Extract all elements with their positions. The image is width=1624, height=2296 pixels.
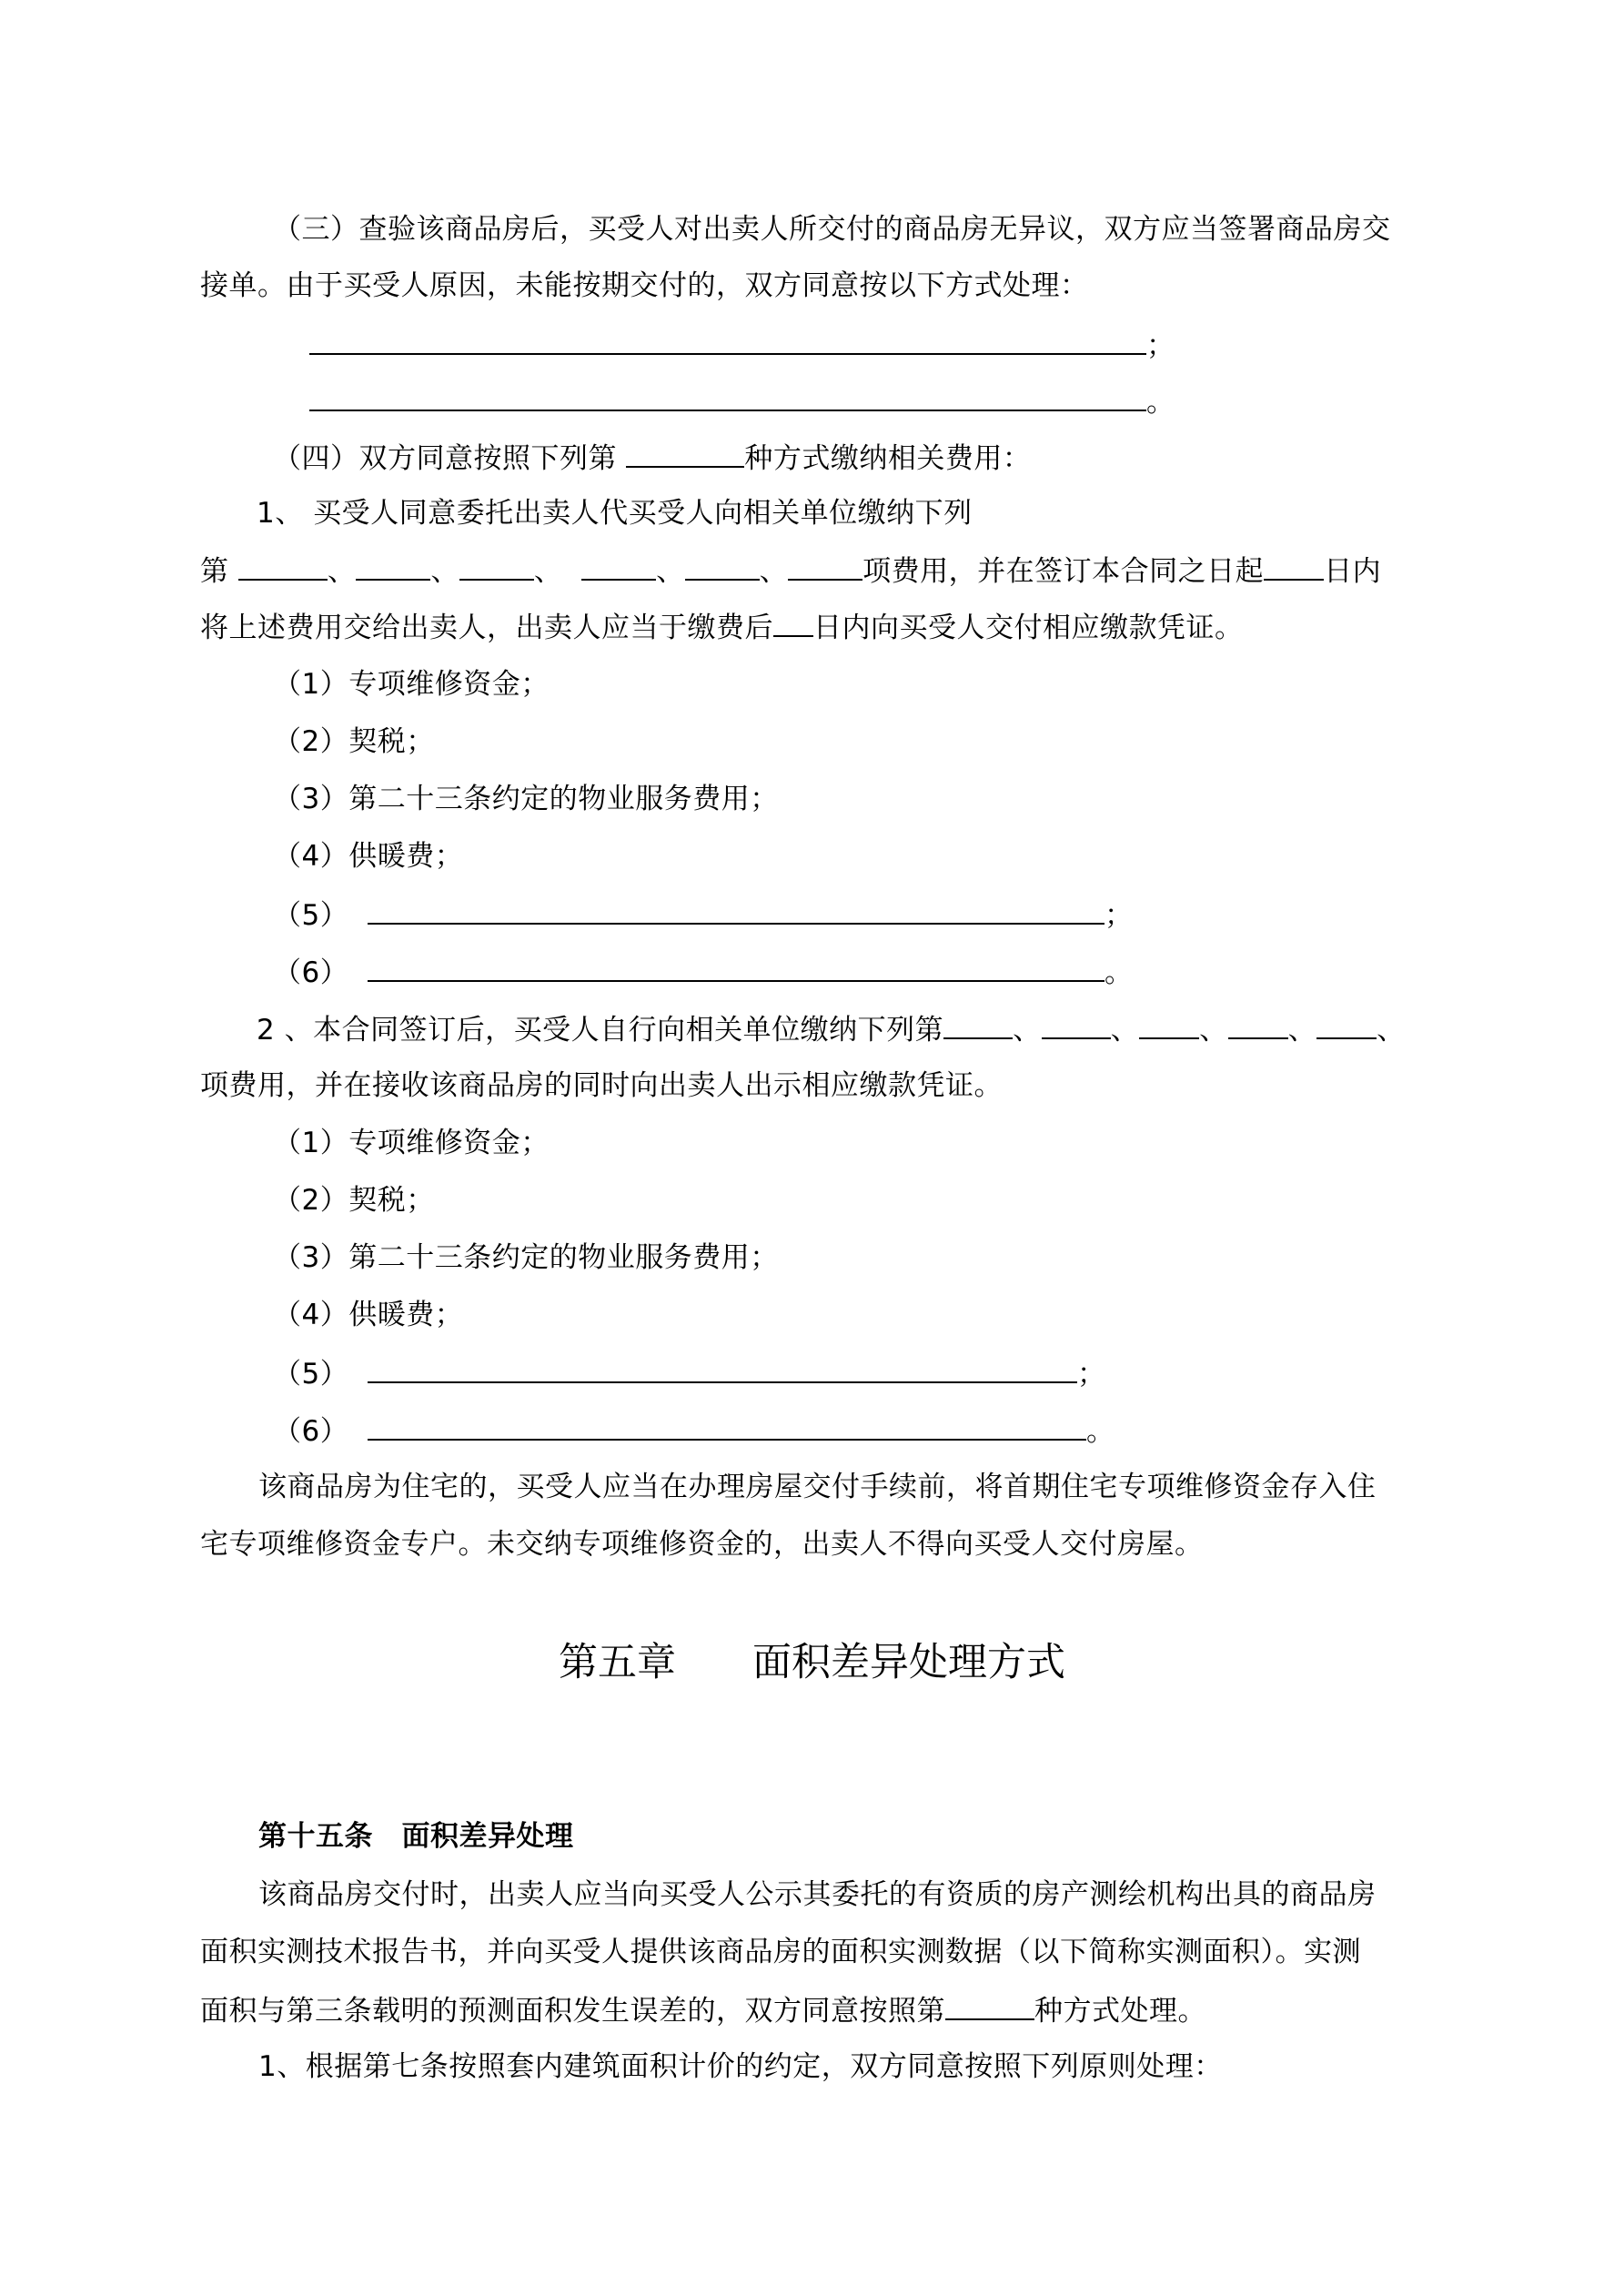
text: （6） [273,1415,349,1448]
fee-item-blank[interactable] [356,551,430,581]
punctuation: 。 [1146,386,1175,419]
text: （1）专项维修资金； [273,668,550,701]
text: 项费用，并在接收该商品房的同时向出卖人出示相应缴款凭证。 [200,1069,1003,1102]
article15-paragraph-line3 [200,1991,1206,2028]
chapter-number: 第五章 [559,1640,676,1685]
method-number-blank[interactable] [626,439,744,468]
section4-intro [273,439,1031,475]
text: （3）第二十三条约定的物业服务费用； [273,783,779,815]
text: 将上述费用交给出卖人，出卖人应当于缴费后 [200,612,773,644]
fill-in-blank[interactable] [309,326,1146,355]
option1-item-1 [273,666,550,703]
method-number-blank[interactable] [945,1991,1034,2020]
separator: 、 [759,555,789,588]
text: 第十五条 面积差异处理 [258,1820,574,1853]
text: （5） [273,1358,349,1391]
fill-in-blank[interactable] [309,382,1146,411]
fee-item-blank[interactable] [943,1010,1013,1039]
fee-item-blank[interactable] [1228,1010,1288,1039]
article15-paragraph-line2 [200,1934,1361,1970]
separator: 、 [1199,1014,1228,1047]
option1-item-3 [273,781,779,817]
option2-line1 [257,1010,1406,1047]
text: 该商品房为住宅的，买受人应当在办理房屋交付手续前，将首期住宅专项维修资金存入住 [258,1471,1377,1503]
maintenance-fund-paragraph-line1 [258,1469,1377,1505]
days-blank[interactable] [773,608,813,637]
text: 日内 [1324,555,1382,588]
separator: 、 [430,555,459,588]
text: 种方式处理。 [1034,1995,1206,2028]
text: 第 [200,555,238,588]
option2-item-4 [273,1297,463,1333]
section3-paragraph-line2 [200,268,1089,304]
fee-item-blank[interactable] [685,551,760,581]
article15-item-1 [258,2048,1223,2085]
text: （2）契税； [273,725,435,758]
fee-item-blank[interactable] [459,551,534,581]
text: （四）双方同意按照下列第 [273,442,627,475]
text: 种方式缴纳相关费用： [744,442,1032,475]
chapter-title [0,1638,1624,1687]
maintenance-fund-paragraph-line2 [200,1526,1204,1563]
option2-item-6 [273,1411,1115,1448]
text: （3）第二十三条约定的物业服务费用； [273,1241,779,1274]
fee-item-blank[interactable] [1139,1010,1199,1039]
punctuation: ； [1076,1358,1106,1391]
text: 该商品房交付时，出卖人应当向买受人公示其委托的有资质的房产测绘机构出具的商品房 [258,1878,1377,1911]
text: （5） [273,899,349,932]
section3-paragraph-line1 [273,211,1391,248]
separator: 、 [656,555,685,588]
separator: 、 [1287,1014,1317,1047]
separator: 、 [1377,1014,1406,1047]
fee-item-blank[interactable] [238,551,328,581]
option1-item-6 [273,953,1133,989]
section3-blank-line-1 [309,326,1175,362]
separator: 、 [327,555,357,588]
fill-in-blank[interactable] [368,953,1105,982]
fill-in-blank[interactable] [368,1354,1077,1383]
days-blank[interactable] [1264,551,1324,581]
text: 1、根据第七条按照套内建筑面积计价的约定，双方同意按照下列原则处理： [258,2050,1223,2083]
article15-paragraph-line1 [258,1876,1377,1913]
fill-in-blank[interactable] [368,1411,1086,1441]
text: 日内向买受人交付相应缴款凭证。 [813,612,1244,644]
option1-line1 [257,495,973,531]
chapter-name: 面积差异处理方式 [752,1640,1065,1685]
option1-item-5 [273,895,1133,932]
separator: 、 [1013,1014,1042,1047]
punctuation: 。 [1085,1415,1115,1448]
punctuation: 。 [1104,956,1134,989]
section3-blank-line-2 [309,382,1175,419]
option2-item-2 [273,1182,435,1219]
text: 面积实测技术报告书，并向买受人提供该商品房的面积实测数据（以下简称实测面积）。实测 [200,1936,1361,1968]
text: 1、 买受人同意委托出卖人代买受人向相关单位缴纳下列 [257,497,973,530]
fee-item-blank[interactable] [581,551,656,581]
fee-item-blank[interactable] [788,551,862,581]
option2-item-1 [273,1125,550,1161]
text: 2 、本合同签订后，买受人自行向相关单位缴纳下列第 [257,1014,944,1047]
option1-item-4 [273,838,463,875]
article15-heading [258,1818,574,1855]
option2-item-3 [273,1239,779,1276]
option1-item-2 [273,723,435,760]
option2-line2 [200,1067,1003,1104]
fee-item-blank[interactable] [1316,1010,1377,1039]
punctuation: ； [1104,899,1134,932]
option1-line2 [200,551,1381,588]
text: （4）供暖费； [273,840,464,873]
option2-item-5 [273,1354,1105,1391]
punctuation: ； [1146,329,1175,362]
text: （1）专项维修资金； [273,1127,550,1159]
text: 宅专项维修资金专户。未交纳专项维修资金的，出卖人不得向买受人交付房屋。 [200,1528,1204,1561]
fee-item-blank[interactable] [1042,1010,1111,1039]
fill-in-blank[interactable] [368,895,1105,925]
text: 面积与第三条载明的预测面积发生误差的，双方同意按照第 [200,1995,945,2028]
text: 项费用，并在签订本合同之日起 [862,555,1265,588]
option1-line3 [200,608,1244,644]
separator: 、 [1110,1014,1140,1047]
separator: 、 [533,555,563,588]
text: （4）供暖费； [273,1299,464,1331]
text: （2）契税； [273,1184,435,1217]
text: （6） [273,956,349,989]
text: （三）查验该商品房后，买受人对出卖人所交付的商品房无异议，双方应当签署商品房交 [273,213,1391,246]
text: 接单。由于买受人原因，未能按期交付的，双方同意按以下方式处理： [200,269,1089,302]
